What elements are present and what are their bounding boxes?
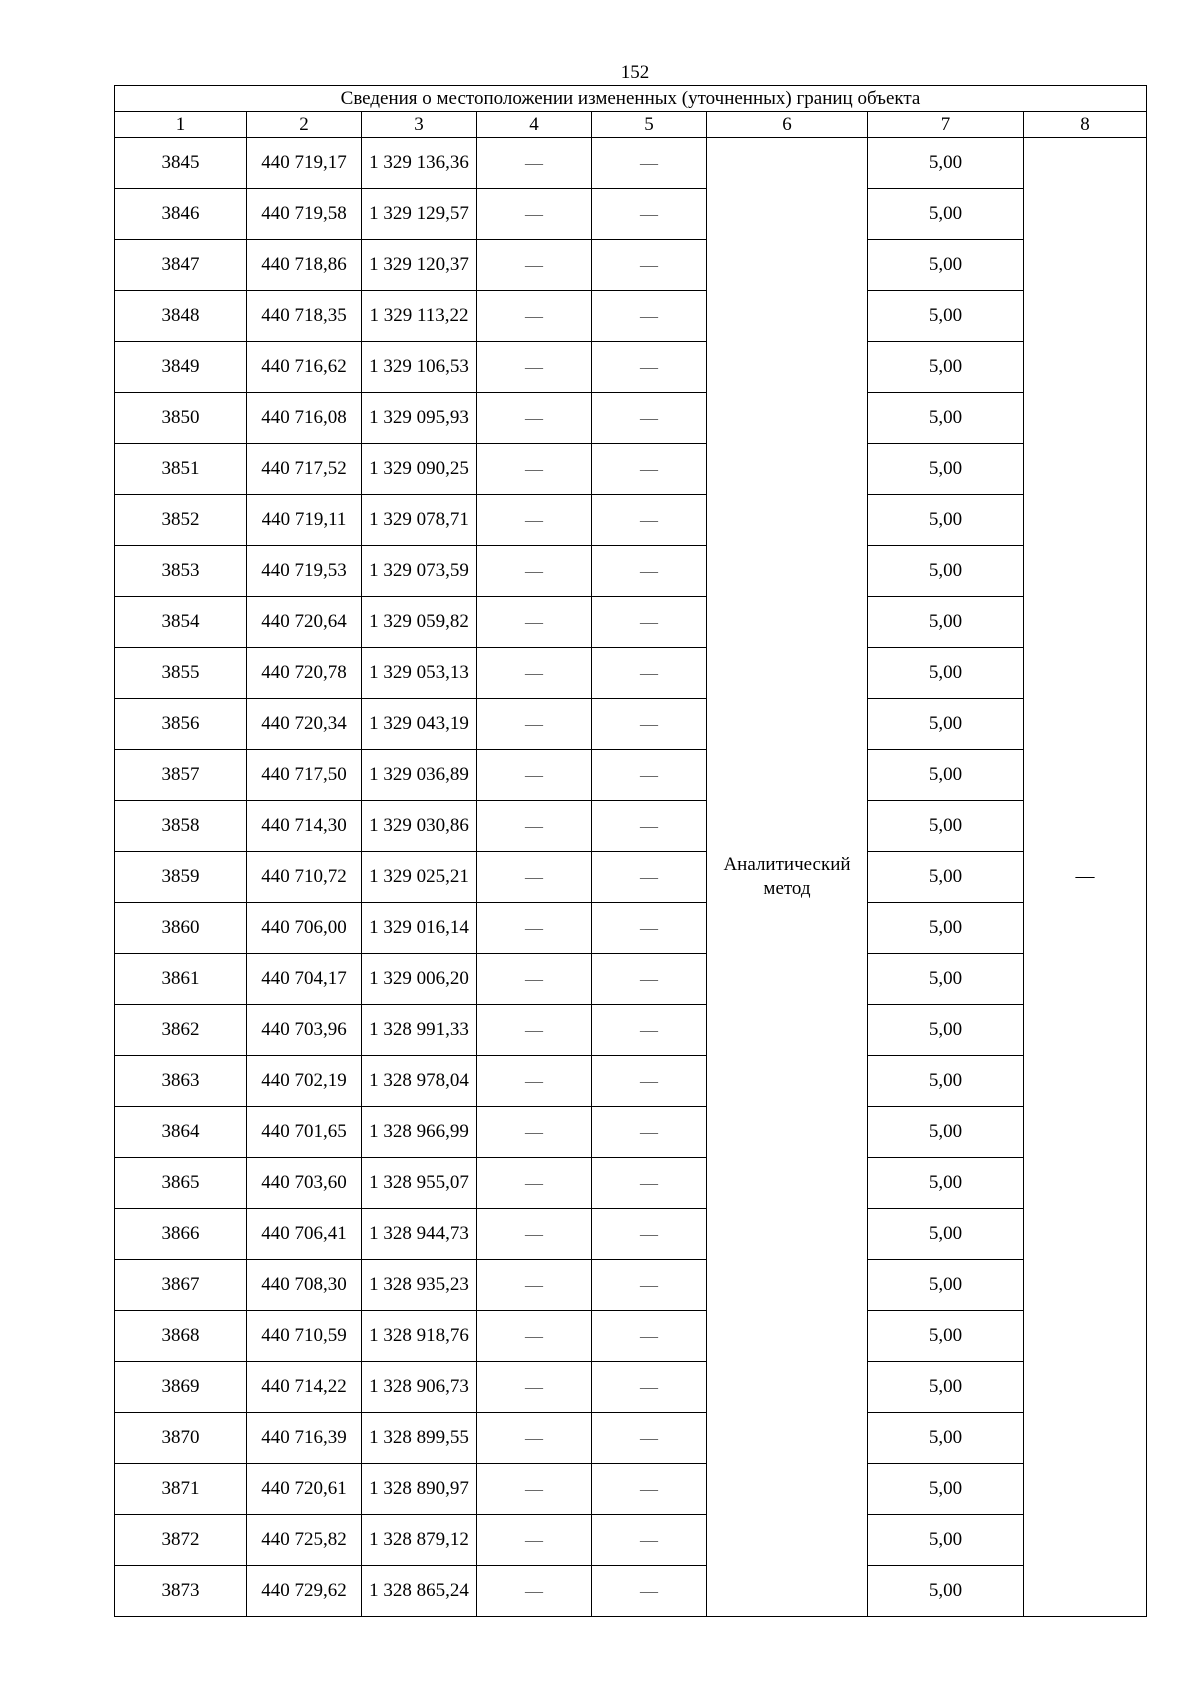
point-number-cell: 3852 [115, 495, 247, 546]
table-row [115, 801, 1147, 852]
table-row [115, 240, 1147, 291]
y-coordinate-cell: 1 329 078,71 [362, 495, 477, 546]
boundary-table [114, 85, 1147, 1617]
column-4-cell: — [477, 852, 592, 903]
point-number-cell: 3868 [115, 1311, 247, 1362]
table-row [115, 1464, 1147, 1515]
method-cell: Аналитический метод [707, 138, 868, 1617]
column-5-cell: — [592, 495, 707, 546]
column-5-cell: — [592, 1158, 707, 1209]
x-coordinate-cell: 440 708,30 [247, 1260, 362, 1311]
accuracy-cell: 5,00 [868, 1056, 1024, 1107]
x-coordinate-cell: 440 714,30 [247, 801, 362, 852]
x-coordinate-cell: 440 719,17 [247, 138, 362, 189]
table-title-row [115, 86, 1147, 112]
point-number-cell: 3867 [115, 1260, 247, 1311]
x-coordinate-cell: 440 703,60 [247, 1158, 362, 1209]
table-row [115, 546, 1147, 597]
column-5-cell: — [592, 1005, 707, 1056]
accuracy-cell: 5,00 [868, 1209, 1024, 1260]
y-coordinate-cell: 1 328 966,99 [362, 1107, 477, 1158]
point-number-cell: 3853 [115, 546, 247, 597]
point-number-cell: 3851 [115, 444, 247, 495]
y-coordinate-cell: 1 329 053,13 [362, 648, 477, 699]
x-coordinate-cell: 440 718,86 [247, 240, 362, 291]
y-coordinate-cell: 1 328 944,73 [362, 1209, 477, 1260]
column-5-cell: — [592, 801, 707, 852]
table-row [115, 1209, 1147, 1260]
column-4-cell: — [477, 1464, 592, 1515]
column-4-cell: — [477, 1413, 592, 1464]
table-row [115, 291, 1147, 342]
x-coordinate-cell: 440 710,72 [247, 852, 362, 903]
x-coordinate-cell: 440 719,53 [247, 546, 362, 597]
y-coordinate-cell: 1 328 865,24 [362, 1566, 477, 1617]
column-5-cell: — [592, 1464, 707, 1515]
accuracy-cell: 5,00 [868, 189, 1024, 240]
column-4-cell: — [477, 750, 592, 801]
column-4-cell: — [477, 954, 592, 1005]
x-coordinate-cell: 440 720,61 [247, 1464, 362, 1515]
column-5-cell: — [592, 597, 707, 648]
point-number-cell: 3846 [115, 189, 247, 240]
y-coordinate-cell: 1 329 106,53 [362, 342, 477, 393]
column-4-cell: — [477, 240, 592, 291]
table-row [115, 1005, 1147, 1056]
y-coordinate-cell: 1 329 016,14 [362, 903, 477, 954]
x-coordinate-cell: 440 716,08 [247, 393, 362, 444]
column-5-cell: — [592, 1413, 707, 1464]
column-5-cell: — [592, 699, 707, 750]
x-coordinate-cell: 440 701,65 [247, 1107, 362, 1158]
y-coordinate-cell: 1 328 879,12 [362, 1515, 477, 1566]
x-coordinate-cell: 440 720,34 [247, 699, 362, 750]
x-coordinate-cell: 440 710,59 [247, 1311, 362, 1362]
column-4-cell: — [477, 1209, 592, 1260]
column-5-cell: — [592, 1056, 707, 1107]
point-number-cell: 3871 [115, 1464, 247, 1515]
y-coordinate-cell: 1 328 918,76 [362, 1311, 477, 1362]
column-5-cell: — [592, 240, 707, 291]
point-number-cell: 3850 [115, 393, 247, 444]
column-4-cell: — [477, 291, 592, 342]
x-coordinate-cell: 440 714,22 [247, 1362, 362, 1413]
y-coordinate-cell: 1 329 090,25 [362, 444, 477, 495]
column-5-cell: — [592, 1107, 707, 1158]
column-5-cell: — [592, 852, 707, 903]
accuracy-cell: 5,00 [868, 597, 1024, 648]
column-4-cell: — [477, 1107, 592, 1158]
point-number-cell: 3858 [115, 801, 247, 852]
accuracy-cell: 5,00 [868, 342, 1024, 393]
table-title: Сведения о местоположении измененных (уточненных) границ объекта [115, 86, 1147, 112]
accuracy-cell: 5,00 [868, 648, 1024, 699]
column-5-cell: — [592, 1311, 707, 1362]
column-number-1: 1 [115, 112, 247, 138]
point-number-cell: 3872 [115, 1515, 247, 1566]
x-coordinate-cell: 440 703,96 [247, 1005, 362, 1056]
table-body [115, 138, 1147, 1617]
x-coordinate-cell: 440 718,35 [247, 291, 362, 342]
column-5-cell: — [592, 1566, 707, 1617]
table-row [115, 1056, 1147, 1107]
column-number-2: 2 [247, 112, 362, 138]
column-4-cell: — [477, 801, 592, 852]
accuracy-cell: 5,00 [868, 1413, 1024, 1464]
point-number-cell: 3865 [115, 1158, 247, 1209]
y-coordinate-cell: 1 329 129,57 [362, 189, 477, 240]
x-coordinate-cell: 440 717,52 [247, 444, 362, 495]
column-5-cell: — [592, 393, 707, 444]
x-coordinate-cell: 440 702,19 [247, 1056, 362, 1107]
y-coordinate-cell: 1 329 043,19 [362, 699, 477, 750]
x-coordinate-cell: 440 729,62 [247, 1566, 362, 1617]
point-number-cell: 3862 [115, 1005, 247, 1056]
column-4-cell: — [477, 1158, 592, 1209]
column-number-6: 6 [707, 112, 868, 138]
column-5-cell: — [592, 1362, 707, 1413]
x-coordinate-cell: 440 719,58 [247, 189, 362, 240]
column-number-8: 8 [1024, 112, 1147, 138]
y-coordinate-cell: 1 329 136,36 [362, 138, 477, 189]
column-4-cell: — [477, 1515, 592, 1566]
point-number-cell: 3847 [115, 240, 247, 291]
column-4-cell: — [477, 138, 592, 189]
accuracy-cell: 5,00 [868, 393, 1024, 444]
column-4-cell: — [477, 903, 592, 954]
point-number-cell: 3863 [115, 1056, 247, 1107]
y-coordinate-cell: 1 329 120,37 [362, 240, 477, 291]
y-coordinate-cell: 1 328 978,04 [362, 1056, 477, 1107]
table-row [115, 1311, 1147, 1362]
accuracy-cell: 5,00 [868, 444, 1024, 495]
y-coordinate-cell: 1 328 955,07 [362, 1158, 477, 1209]
column-4-cell: — [477, 597, 592, 648]
x-coordinate-cell: 440 720,78 [247, 648, 362, 699]
y-coordinate-cell: 1 329 030,86 [362, 801, 477, 852]
column-4-cell: — [477, 342, 592, 393]
column-5-cell: — [592, 954, 707, 1005]
point-number-cell: 3859 [115, 852, 247, 903]
table-row [115, 1515, 1147, 1566]
column-4-cell: — [477, 495, 592, 546]
table-row [115, 954, 1147, 1005]
accuracy-cell: 5,00 [868, 750, 1024, 801]
point-number-cell: 3849 [115, 342, 247, 393]
x-coordinate-cell: 440 717,50 [247, 750, 362, 801]
table-row [115, 1158, 1147, 1209]
x-coordinate-cell: 440 720,64 [247, 597, 362, 648]
point-number-cell: 3860 [115, 903, 247, 954]
column-4-cell: — [477, 1566, 592, 1617]
y-coordinate-cell: 1 328 899,55 [362, 1413, 477, 1464]
accuracy-cell: 5,00 [868, 240, 1024, 291]
column-4-cell: — [477, 393, 592, 444]
table-row [115, 750, 1147, 801]
table-row [115, 1362, 1147, 1413]
table-row [115, 189, 1147, 240]
point-number-cell: 3866 [115, 1209, 247, 1260]
column-number-row [115, 112, 1147, 138]
column-4-cell: — [477, 1056, 592, 1107]
accuracy-cell: 5,00 [868, 138, 1024, 189]
column-4-cell: — [477, 1311, 592, 1362]
point-number-cell: 3864 [115, 1107, 247, 1158]
y-coordinate-cell: 1 329 113,22 [362, 291, 477, 342]
column-5-cell: — [592, 546, 707, 597]
point-number-cell: 3870 [115, 1413, 247, 1464]
accuracy-cell: 5,00 [868, 801, 1024, 852]
column-5-cell: — [592, 444, 707, 495]
column-8-cell: — [1024, 138, 1147, 1617]
column-5-cell: — [592, 291, 707, 342]
column-4-cell: — [477, 699, 592, 750]
accuracy-cell: 5,00 [868, 1260, 1024, 1311]
accuracy-cell: 5,00 [868, 1515, 1024, 1566]
table-row [115, 138, 1147, 189]
column-5-cell: — [592, 903, 707, 954]
table-row [115, 1413, 1147, 1464]
column-4-cell: — [477, 1362, 592, 1413]
x-coordinate-cell: 440 704,17 [247, 954, 362, 1005]
table-row [115, 1107, 1147, 1158]
point-number-cell: 3845 [115, 138, 247, 189]
x-coordinate-cell: 440 716,62 [247, 342, 362, 393]
point-number-cell: 3869 [115, 1362, 247, 1413]
point-number-cell: 3856 [115, 699, 247, 750]
table-row [115, 1566, 1147, 1617]
accuracy-cell: 5,00 [868, 1566, 1024, 1617]
point-number-cell: 3854 [115, 597, 247, 648]
accuracy-cell: 5,00 [868, 546, 1024, 597]
accuracy-cell: 5,00 [868, 1362, 1024, 1413]
column-5-cell: — [592, 1209, 707, 1260]
column-4-cell: — [477, 1005, 592, 1056]
x-coordinate-cell: 440 725,82 [247, 1515, 362, 1566]
accuracy-cell: 5,00 [868, 495, 1024, 546]
accuracy-cell: 5,00 [868, 903, 1024, 954]
accuracy-cell: 5,00 [868, 954, 1024, 1005]
table-row [115, 648, 1147, 699]
column-5-cell: — [592, 138, 707, 189]
x-coordinate-cell: 440 706,41 [247, 1209, 362, 1260]
table-row [115, 903, 1147, 954]
column-5-cell: — [592, 1515, 707, 1566]
accuracy-cell: 5,00 [868, 852, 1024, 903]
table-row [115, 597, 1147, 648]
accuracy-cell: 5,00 [868, 1158, 1024, 1209]
y-coordinate-cell: 1 328 906,73 [362, 1362, 477, 1413]
table-row [115, 393, 1147, 444]
column-5-cell: — [592, 189, 707, 240]
point-number-cell: 3873 [115, 1566, 247, 1617]
y-coordinate-cell: 1 329 025,21 [362, 852, 477, 903]
x-coordinate-cell: 440 716,39 [247, 1413, 362, 1464]
y-coordinate-cell: 1 329 095,93 [362, 393, 477, 444]
column-4-cell: — [477, 444, 592, 495]
point-number-cell: 3855 [115, 648, 247, 699]
accuracy-cell: 5,00 [868, 1005, 1024, 1056]
column-5-cell: — [592, 342, 707, 393]
column-5-cell: — [592, 648, 707, 699]
column-4-cell: — [477, 546, 592, 597]
x-coordinate-cell: 440 719,11 [247, 495, 362, 546]
y-coordinate-cell: 1 328 890,97 [362, 1464, 477, 1515]
x-coordinate-cell: 440 706,00 [247, 903, 362, 954]
accuracy-cell: 5,00 [868, 1311, 1024, 1362]
accuracy-cell: 5,00 [868, 1464, 1024, 1515]
y-coordinate-cell: 1 329 006,20 [362, 954, 477, 1005]
y-coordinate-cell: 1 329 036,89 [362, 750, 477, 801]
y-coordinate-cell: 1 329 073,59 [362, 546, 477, 597]
column-number-3: 3 [362, 112, 477, 138]
y-coordinate-cell: 1 328 935,23 [362, 1260, 477, 1311]
page-number: 152 [620, 62, 650, 83]
column-number-4: 4 [477, 112, 592, 138]
column-4-cell: — [477, 189, 592, 240]
table-row [115, 1260, 1147, 1311]
table-row [115, 495, 1147, 546]
y-coordinate-cell: 1 328 991,33 [362, 1005, 477, 1056]
column-4-cell: — [477, 648, 592, 699]
column-5-cell: — [592, 1260, 707, 1311]
y-coordinate-cell: 1 329 059,82 [362, 597, 477, 648]
point-number-cell: 3861 [115, 954, 247, 1005]
accuracy-cell: 5,00 [868, 291, 1024, 342]
accuracy-cell: 5,00 [868, 1107, 1024, 1158]
table-row [115, 699, 1147, 750]
accuracy-cell: 5,00 [868, 699, 1024, 750]
table-row [115, 342, 1147, 393]
column-4-cell: — [477, 1260, 592, 1311]
column-5-cell: — [592, 750, 707, 801]
column-number-5: 5 [592, 112, 707, 138]
column-number-7: 7 [868, 112, 1024, 138]
point-number-cell: 3857 [115, 750, 247, 801]
table-row [115, 852, 1147, 903]
table-row [115, 444, 1147, 495]
point-number-cell: 3848 [115, 291, 247, 342]
